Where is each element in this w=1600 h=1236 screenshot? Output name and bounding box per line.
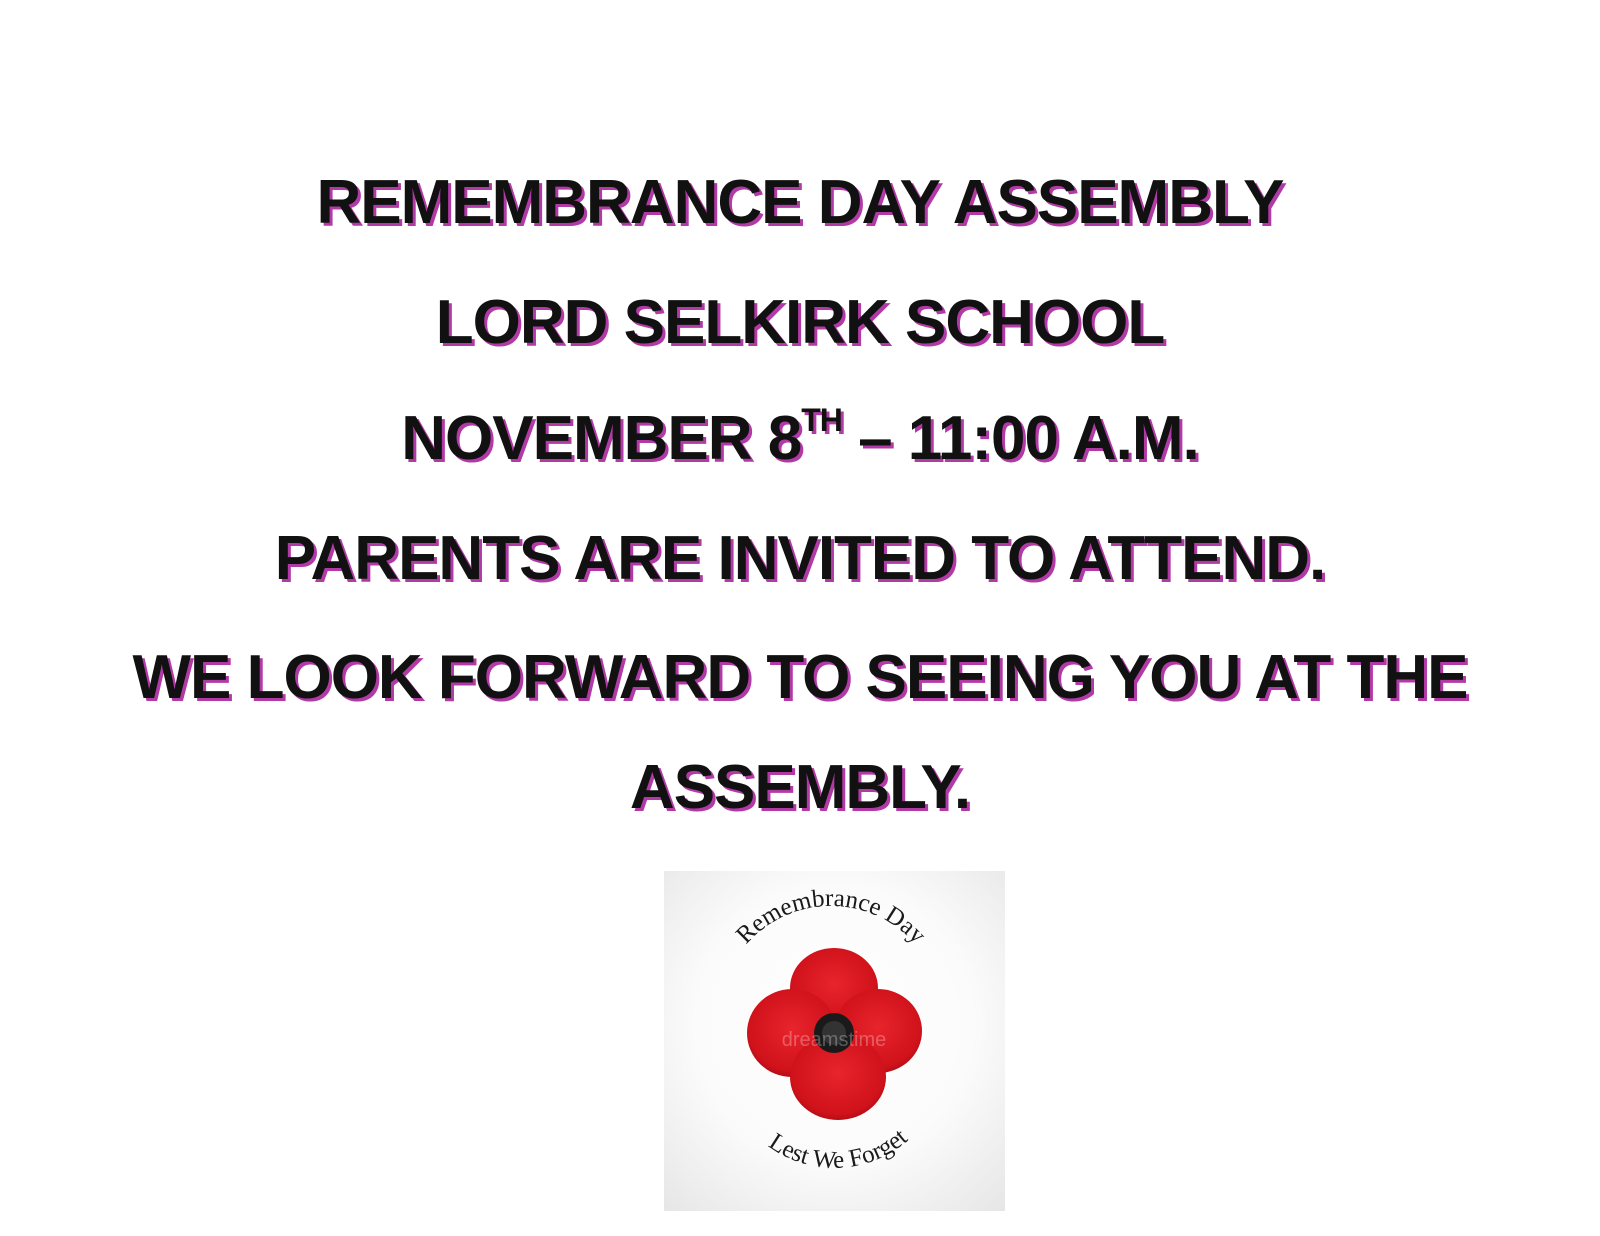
date-time-line: [0, 402, 1600, 473]
lest-we-forget-caption: Lest We Forget: [764, 1123, 913, 1175]
date-suffix: TH: [801, 402, 842, 438]
remembrance-poppy-image: [664, 871, 1005, 1211]
remembrance-day-caption: Remembrance Day: [731, 884, 932, 949]
closing-text-line-2: ASSEMBLY.: [629, 753, 971, 822]
school-name: LORD SELKIRK SCHOOL: [435, 288, 1165, 357]
closing-text-line-1: WE LOOK FORWARD TO SEEING YOU AT THE: [132, 643, 1468, 712]
event-time: – 11:00 A.M.: [841, 404, 1199, 473]
poppy-graphic: [664, 871, 1005, 1211]
event-date: NOVEMBER 8: [401, 404, 802, 473]
watermark-text: dreamstime: [781, 1029, 887, 1051]
invitation-text: PARENTS ARE INVITED TO ATTEND.: [274, 524, 1326, 593]
notice-title: REMEMBRANCE DAY ASSEMBLY: [316, 168, 1284, 237]
